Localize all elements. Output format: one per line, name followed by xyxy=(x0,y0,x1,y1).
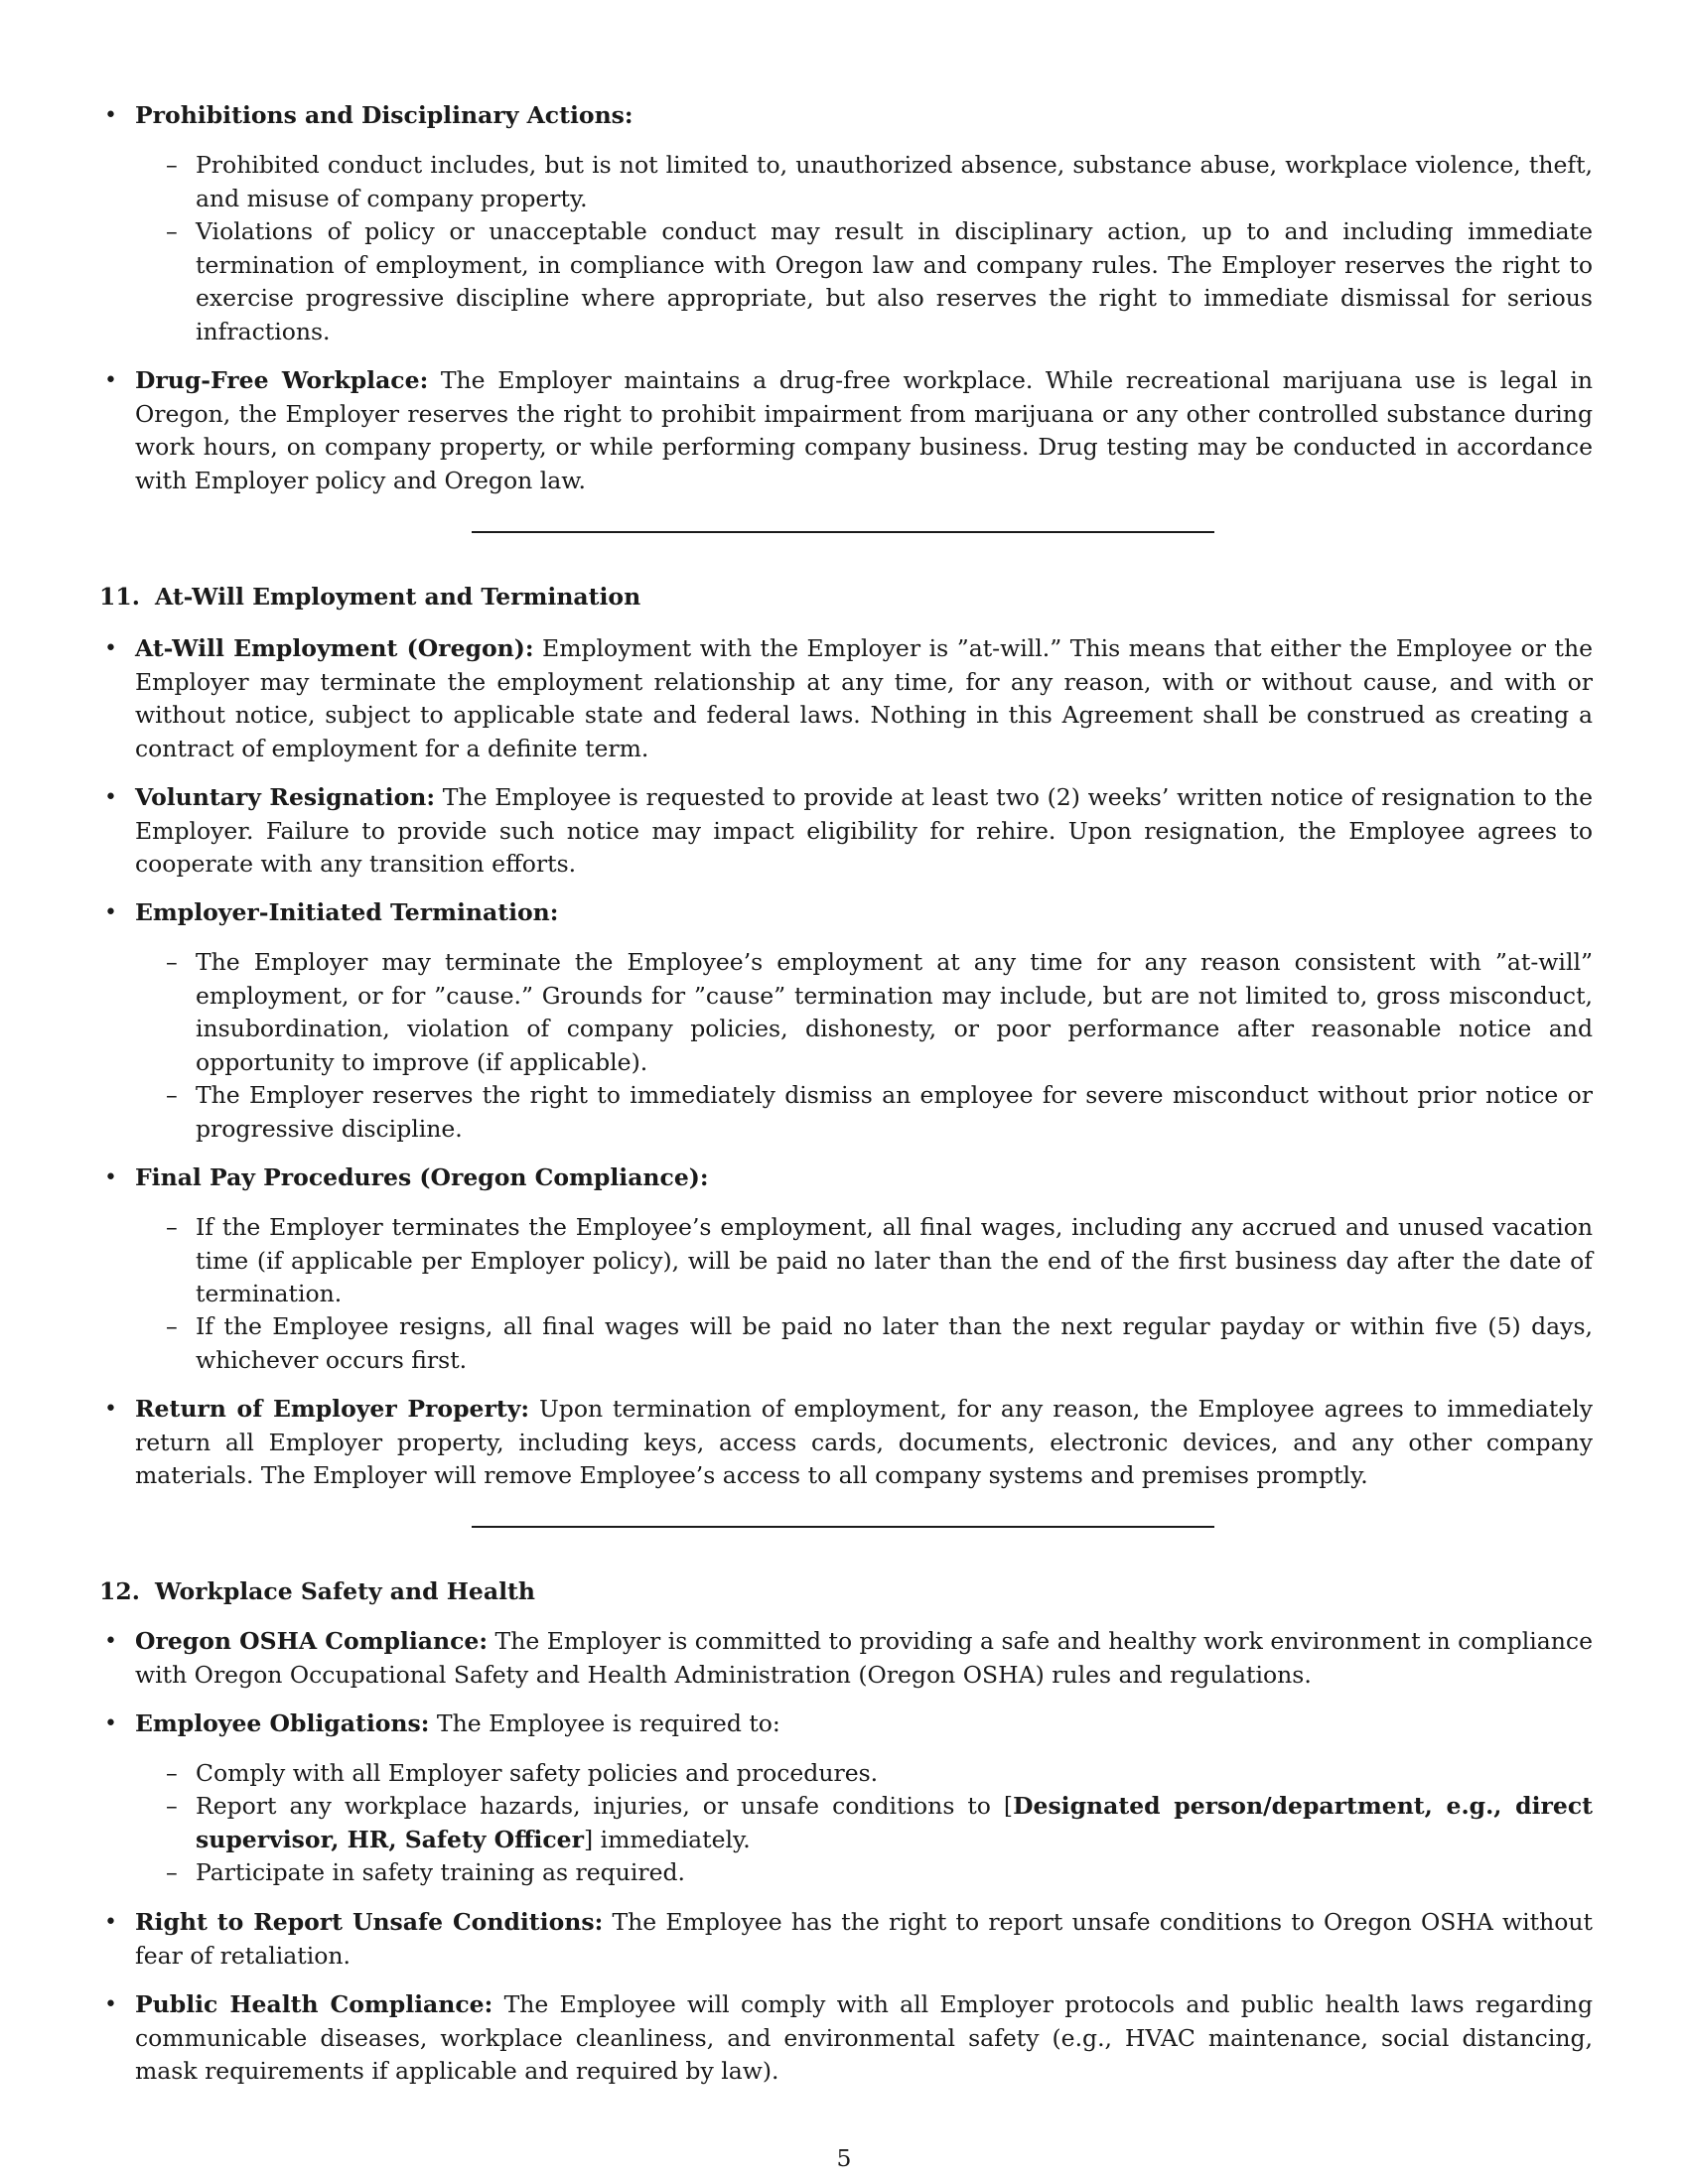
obligations-text: The Employee is required to: xyxy=(436,1709,780,1737)
obligations-title: Employee Obligations: xyxy=(135,1709,430,1737)
osha-title: Oregon OSHA Compliance: xyxy=(135,1627,489,1655)
osha-text: The Employer is committed to providing a safe and healthy work environment in compliance with Oregon Occupational Safety and Health Administration (Oregon OSHA) rules and regulations. xyxy=(135,1627,1593,1689)
drug-free-text: The Employer maintains a drug-free workplace. While recreational marijuana use is legal in Oregon, the Employer reserves the right to prohibit impairment from marijuana or any other controlled substance during work hours, on company property, or while performing company business. Drug testing may be conducted in accordance with Employer policy and Oregon law. xyxy=(135,366,1593,494)
section-divider xyxy=(472,1526,1214,1528)
obligations-item-3: – Participate in safety training as required. xyxy=(196,1856,1593,1890)
prohibitions-item-1: – Prohibited conduct includes, but is not limited to, unauthorized absence, substance abuse, workplace violence, theft, and misuse of company property. xyxy=(196,149,1593,215)
bullet-return-property xyxy=(135,1393,1593,1493)
final-pay-item-2: – If the Employee resigns, all final wages will be paid no later than the next regular payday or within five (5) days, whichever occurs first. xyxy=(196,1310,1593,1377)
final-pay-title: Final Pay Procedures (Oregon Compliance): xyxy=(135,1163,709,1191)
employer-termination-item-2: – The Employer reserves the right to immediately dismiss an employee for severe misconduct without prior notice or progressive discipline. xyxy=(196,1079,1593,1146)
bullet-resignation xyxy=(135,781,1593,882)
obligations-item-2 xyxy=(196,1790,1593,1856)
bullet-public-health xyxy=(135,1988,1593,2089)
bullet-report-unsafe xyxy=(135,1906,1593,1973)
employer-termination-item-1: – The Employer may terminate the Employee’s employment at any time for any reason consistent with ”at-will” employment, or for ”cause.” Grounds for ”cause” termination may include, but are not limited to, gross misconduct, insubordination, violation of company policies, dishonesty, or poor performance after reasonable notice and opportunity to improve (if applicable). xyxy=(196,946,1593,1079)
at-will-title: At-Will Employment (Oregon): xyxy=(135,634,534,662)
return-property-title: Return of Employer Property: xyxy=(135,1395,530,1423)
obligations-item-2-after: ] immediately. xyxy=(583,1825,751,1853)
prohibitions-item-2: – Violations of policy or unacceptable conduct may result in disciplinary action, up to and including immediate termination of employment, in compliance with Oregon law and company rules. The Employer reserves the right to exercise progressive discipline where appropriate, but also reserves the right to immediate dismissal for serious infractions. xyxy=(196,215,1593,348)
page-number: 5 xyxy=(836,2144,852,2172)
section-12-number: 12. xyxy=(99,1577,140,1605)
section-12-heading xyxy=(99,1575,535,1609)
prohibitions-title: Prohibitions and Disciplinary Actions: xyxy=(135,101,633,129)
final-pay-item-1: – If the Employer terminates the Employee’s employment, all final wages, including any accrued and unused vacation time (if applicable per Employer policy), will be paid no later than the end of the first business day after the date of termination. xyxy=(196,1211,1593,1311)
section-11-title: At-Will Employment and Termination xyxy=(155,583,641,611)
obligations-item-1: – Comply with all Employer safety policies and procedures. xyxy=(196,1757,1593,1791)
designated-person-placeholder: Designated person/department, e.g., direct supervisor, HR, Safety Officer xyxy=(196,1792,1593,1853)
return-property-text: Upon termination of employment, for any reason, the Employee agrees to immediately return all Employer property, including keys, access cards, documents, electronic devices, and any other company materials. The Employer will remove Employee’s access to all company systems and premises promptly. xyxy=(135,1395,1593,1489)
section-12-title: Workplace Safety and Health xyxy=(155,1577,535,1605)
at-will-text: Employment with the Employer is ”at-will.” This means that either the Employee or the Employer may terminate the employment relationship at any time, for any reason, with or without cause, and with or without notice, subject to applicable state and federal laws. Nothing in this Agreement shall be construed as creating a contract of employment for a definite term. xyxy=(135,634,1593,762)
bullet-final-pay xyxy=(135,1161,1593,1195)
report-unsafe-title: Right to Report Unsafe Conditions: xyxy=(135,1908,604,1936)
bullet-drug-free xyxy=(135,364,1593,497)
public-health-title: Public Health Compliance: xyxy=(135,1990,493,2018)
obligations-item-2-before: Report any workplace hazards, injuries, or unsafe conditions to [ xyxy=(196,1792,1014,1820)
section-11-heading xyxy=(99,581,640,614)
resignation-title: Voluntary Resignation: xyxy=(135,783,436,811)
bullet-at-will xyxy=(135,632,1593,765)
bullet-osha xyxy=(135,1625,1593,1692)
resignation-text: The Employee is requested to provide at least two (2) weeks’ written notice of resignation to the Employer. Failure to provide such notice may impact eligibility for rehire. Upon resignation, the Employee agrees to cooperate with any transition efforts. xyxy=(135,783,1593,878)
section-divider xyxy=(472,531,1214,533)
drug-free-title: Drug-Free Workplace: xyxy=(135,366,429,394)
report-unsafe-text: The Employee has the right to report unsafe conditions to Oregon OSHA without fear of retaliation. xyxy=(135,1908,1593,1970)
bullet-prohibitions xyxy=(135,99,1593,133)
public-health-text: The Employee will comply with all Employer protocols and public health laws regarding communicable diseases, workplace cleanliness, and environmental safety (e.g., HVAC maintenance, social distancing, mask requirements if applicable and required by law). xyxy=(135,1990,1593,2085)
bullet-employer-termination xyxy=(135,896,1593,930)
section-11-number: 11. xyxy=(99,583,140,611)
bullet-obligations xyxy=(135,1707,1593,1741)
employer-termination-title: Employer-Initiated Termination: xyxy=(135,898,559,926)
